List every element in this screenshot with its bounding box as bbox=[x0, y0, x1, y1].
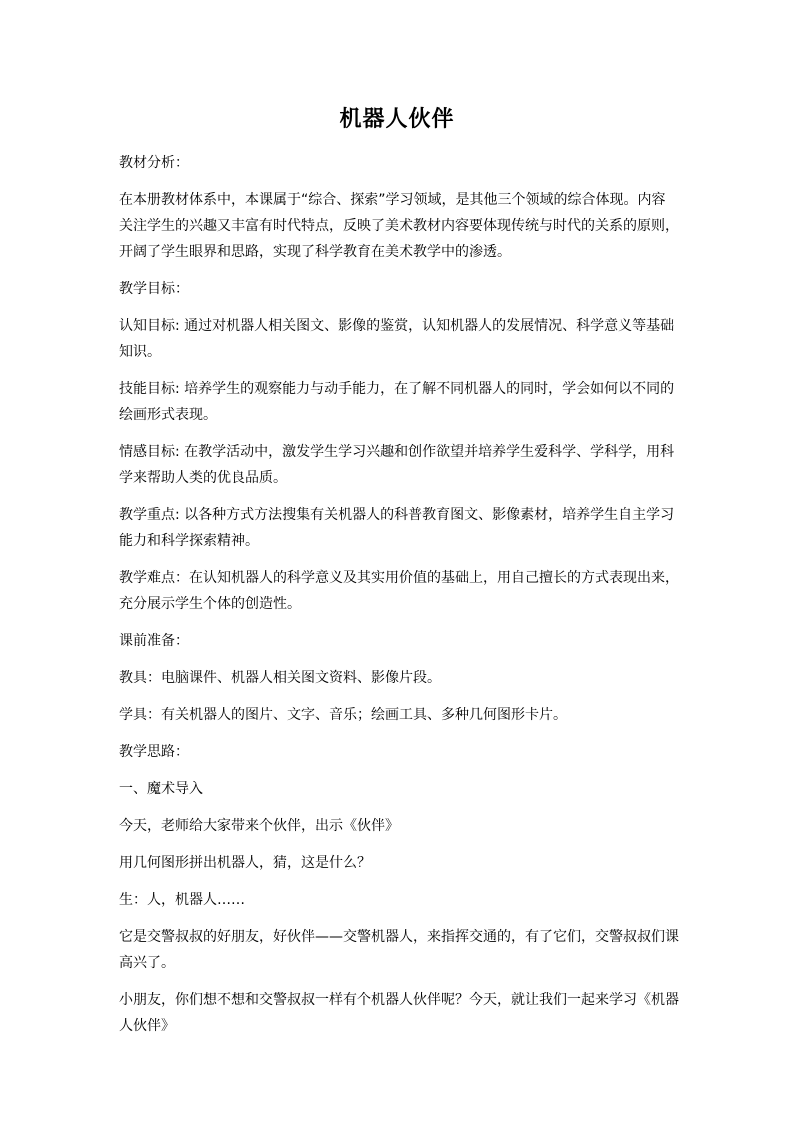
paragraph-intro-2: 用几何图形拼出机器人，猜，这是什么？ bbox=[119, 855, 371, 871]
document-title: 机器人伙伴 bbox=[339, 106, 455, 132]
subheading-magic-intro: 一、魔术导入 bbox=[119, 781, 203, 797]
paragraph-key-points: 教学重点: 以各种方式方法搜集有关机器人的科普教育图文、影像素材，培养学生自主学习能力和科学探索精神。 bbox=[119, 507, 675, 549]
paragraph-intro-5: 小朋友，你们想不想和交警叔叔一样有个机器人伙伴呢？今天，就让我们一起来学习《机器人伙伴》 bbox=[119, 992, 679, 1034]
paragraph-intro-1: 今天，老师给大家带来个伙伴，出示《伙伴》 bbox=[119, 818, 399, 834]
paragraph-teaching-aids: 教具：电脑课件、机器人相关图文资料、影像片段。 bbox=[119, 670, 441, 686]
section-heading-goals: 教学目标： bbox=[119, 281, 189, 297]
section-heading-preparation: 课前准备： bbox=[119, 633, 189, 649]
paragraph-emotion-goal: 情感目标: 在教学活动中，激发学生学习兴趣和创作欲望并培养学生爱科学、学科学，用科学来帮助人类的优良品质。 bbox=[119, 444, 675, 486]
paragraph-skill-goal: 技能目标: 培养学生的观察能力与动手能力，在了解不同机器人的同时，学会如何以不同的绘画形式表现。 bbox=[119, 381, 675, 423]
paragraph-difficulties: 教学难点：在认知机器人的科学意义及其实用价值的基础上，用自己擅长的方式表现出来，充分展示学生个体的创造性。 bbox=[119, 570, 679, 612]
paragraph-intro-3: 生：人，机器人…… bbox=[119, 892, 245, 908]
section-heading-analysis: 教材分析： bbox=[119, 155, 189, 171]
paragraph-cognitive-goal: 认知目标: 通过对机器人相关图文、影像的鉴赏，认知机器人的发展情况、科学意义等基础知识。 bbox=[119, 318, 675, 360]
paragraph-analysis: 在本册教材体系中，本课属于“综合、探索”学习领域，是其他三个领域的综合体现。内容关注学生的兴趣又丰富有时代特点，反映了美术教材内容要体现传统与时代的关系的原则，开阔了学生眼界和思路，实现了科学教育在美术教学中的渗透。 bbox=[119, 192, 679, 260]
paragraph-intro-4: 它是交警叔叔的好朋友，好伙伴——交警机器人，来指挥交通的，有了它们，交警叔叔们课高兴了。 bbox=[119, 929, 679, 971]
section-heading-approach: 教学思路： bbox=[119, 744, 189, 760]
document-body bbox=[119, 150, 679, 1050]
paragraph-student-aids: 学具：有关机器人的图片、文字、音乐；绘画工具、多种几何图形卡片。 bbox=[119, 707, 567, 723]
